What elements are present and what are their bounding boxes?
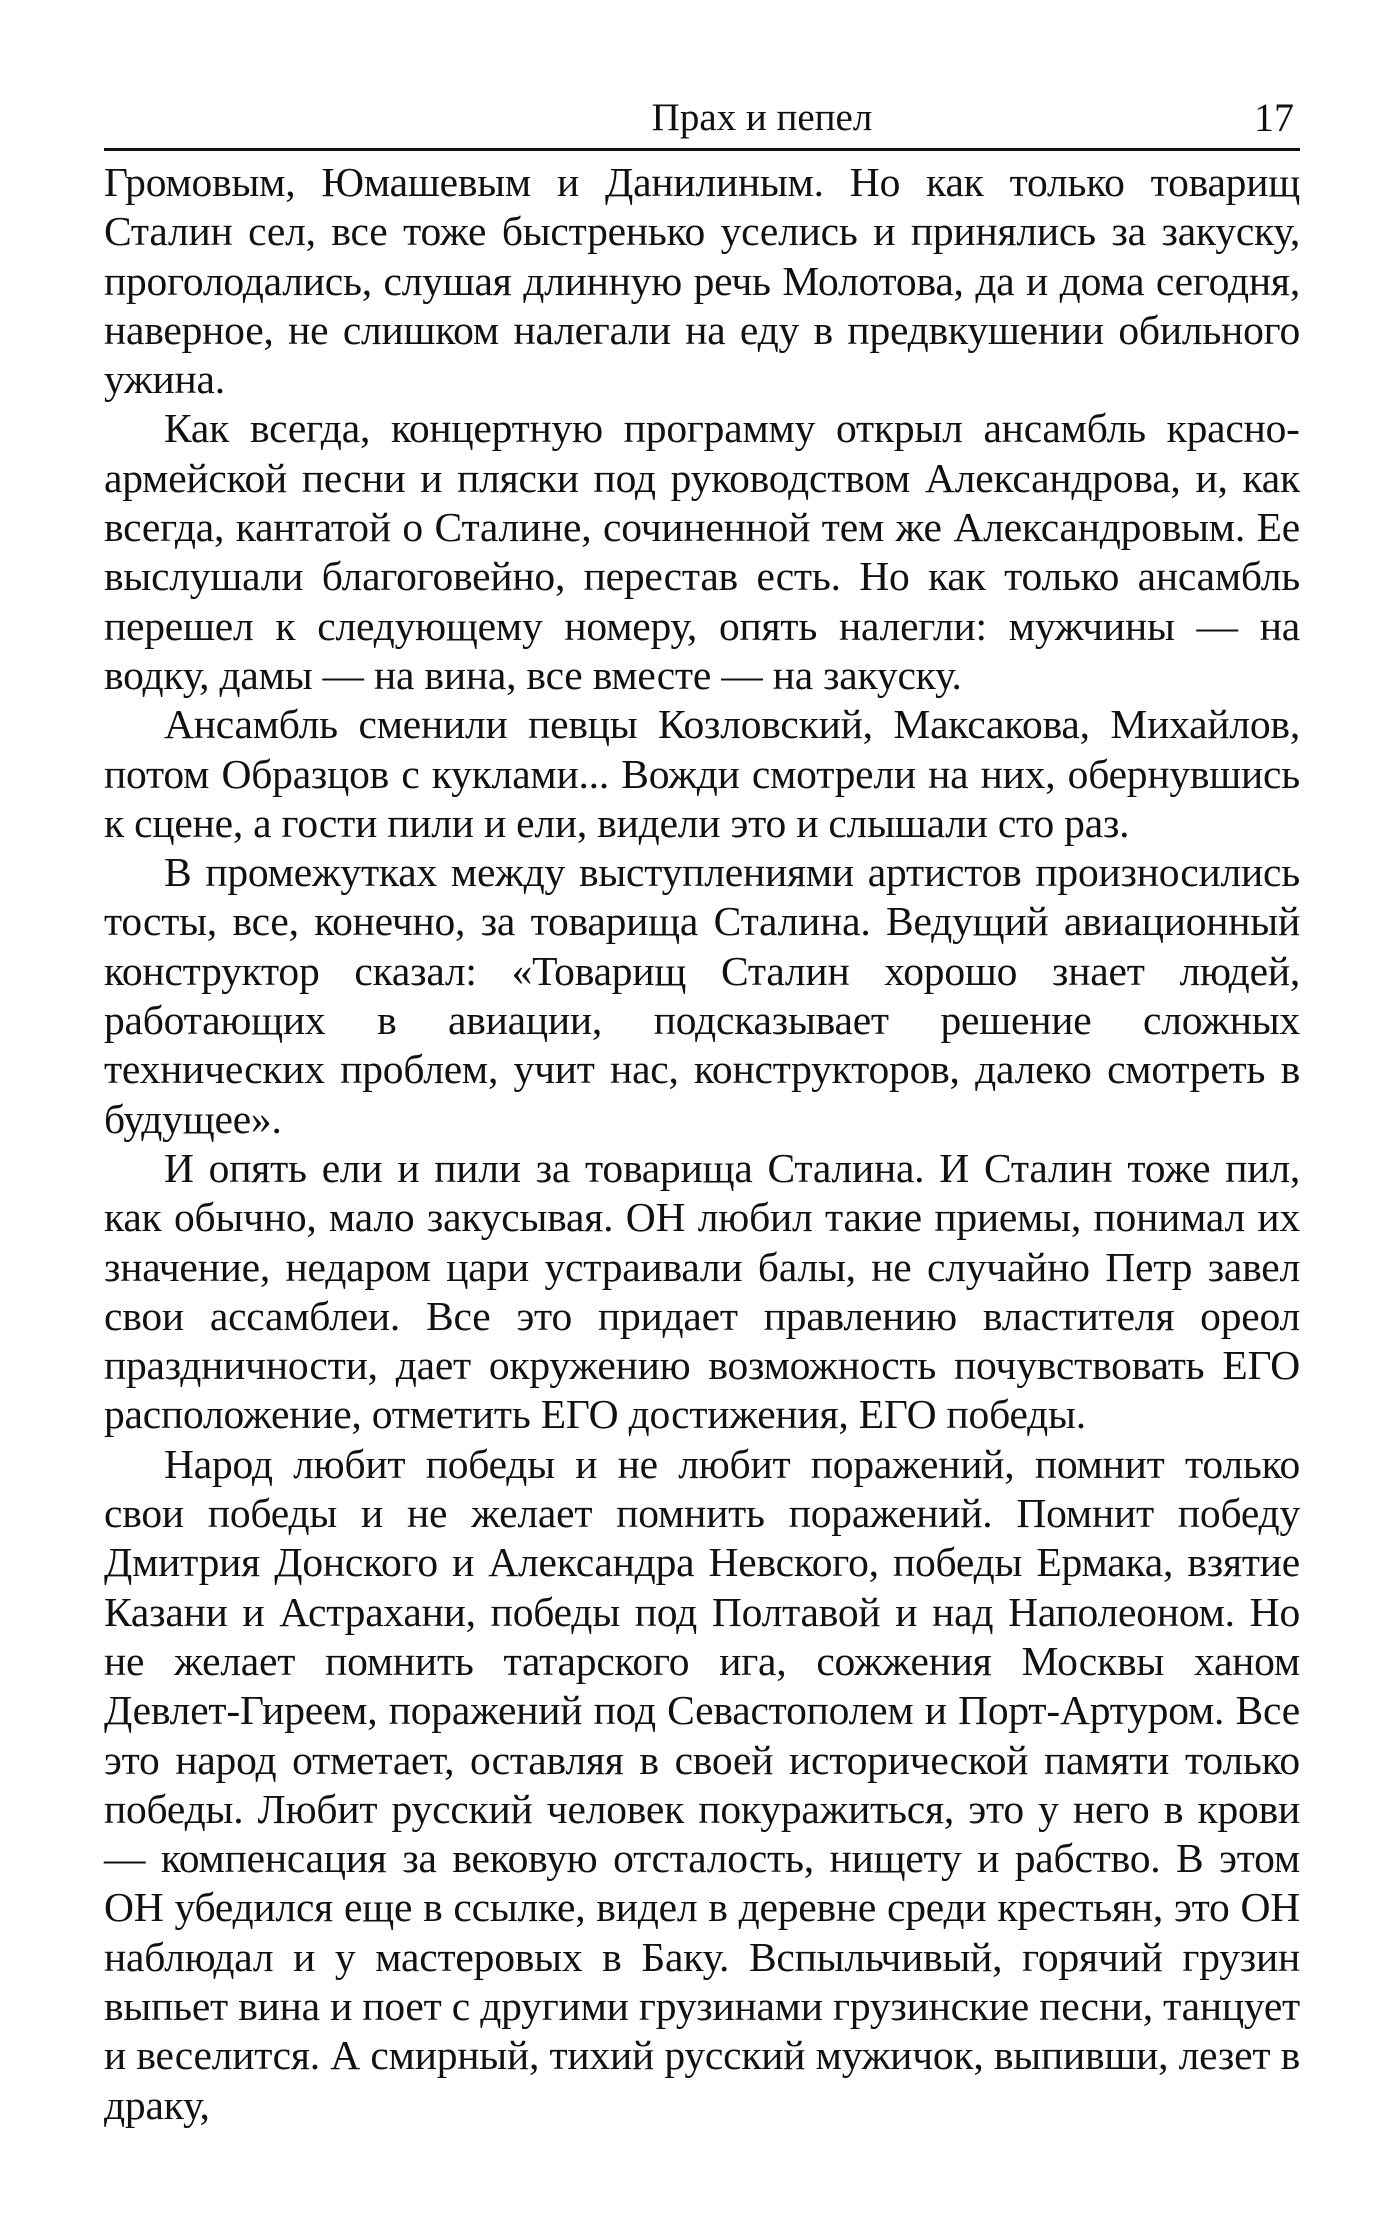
body-text	[104, 158, 1300, 2130]
paragraph-4: В промежутках между выступлениями артистов произносились тосты, все, конечно, за товарища Сталина. Ведущий авиационный конструктор сказал: «Товарищ Сталин хорошо знает людей, работающих в авиации, подсказывает решение сложных технических проблем, учит нас, конструкторов, далеко смотреть в будущее».	[104, 849, 1300, 1142]
page-number: 17	[1254, 95, 1294, 140]
paragraph-1: Громовым, Юмашевым и Данилиным. Но как только товарищ Сталин сел, все тоже быстренько уселись и принялись за закуску, проголодались, слушая длинную речь Молотова, да и дома сегодня, наверное, не слишком налегали на еду в предвкушении обильного ужина.	[104, 159, 1300, 403]
header-rule	[104, 148, 1300, 151]
book-page	[104, 90, 1300, 2130]
paragraph-5: И опять ели и пили за товарища Сталина. И Сталин тоже пил, как обычно, мало закусывая. ОН любил такие приемы, понимал их значение, недаром цари устраивали балы, не случайно Петр завел свои ассамблеи. Все это придает правлению властителя ореол праздничности, дает окружению возможность почувствовать ЕГО расположение, отметить ЕГО достижения, ЕГО победы.	[104, 1144, 1300, 1438]
running-head	[104, 90, 1300, 152]
paragraph-3: Ансамбль сменили певцы Козловский, Максакова, Михайлов, потом Образцов с куклами... Вожди смотрели на них, обернувшись к сцене, а гости пили и ели, видели это и слышали сто раз.	[104, 701, 1300, 846]
running-title: Прах и пепел	[651, 96, 873, 139]
paragraph-2: Как всегда, концертную программу открыл ансамбль красноармейской песни и пляски под руководством Александрова, и, как всегда, кантатой о Сталине, сочиненной тем же Александровым. Ее выслушали благоговейно, перестав есть. Но как только ансамбль перешел к следующему номеру, опять налегли: мужчины — на водку, дамы — на вина, все вместе — на закуску.	[104, 405, 1300, 698]
paragraph-6: Народ любит победы и не любит поражений, помнит только свои победы и не желает помнить поражений. Помнит победу Дмитрия Донского и Александра Невского, победы Ермака, взятие Казани и Астрахани, победы под Полтавой и над Наполеоном. Но не желает помнить татарского ига, сожжения Москвы ханом Девлет-Гиреем, поражений под Севастополем и Порт-Артуром. Все это народ отметает, оставляя в своей исторической памяти только победы. Любит русский человек покуражиться, это у него в крови — компенсация за вековую отсталость, нищету и рабство. В этом ОН убедился еще в ссылке, видел в деревне среди крестьян, это ОН наблюдал и у мастеровых в Баку. Вспыльчивый, горячий грузин выпьет вина и поет с другими грузинами грузинские песни, танцует и веселится. А смирный, тихий русский мужичок, выпивши, лезет в драку,	[104, 1440, 1300, 2128]
